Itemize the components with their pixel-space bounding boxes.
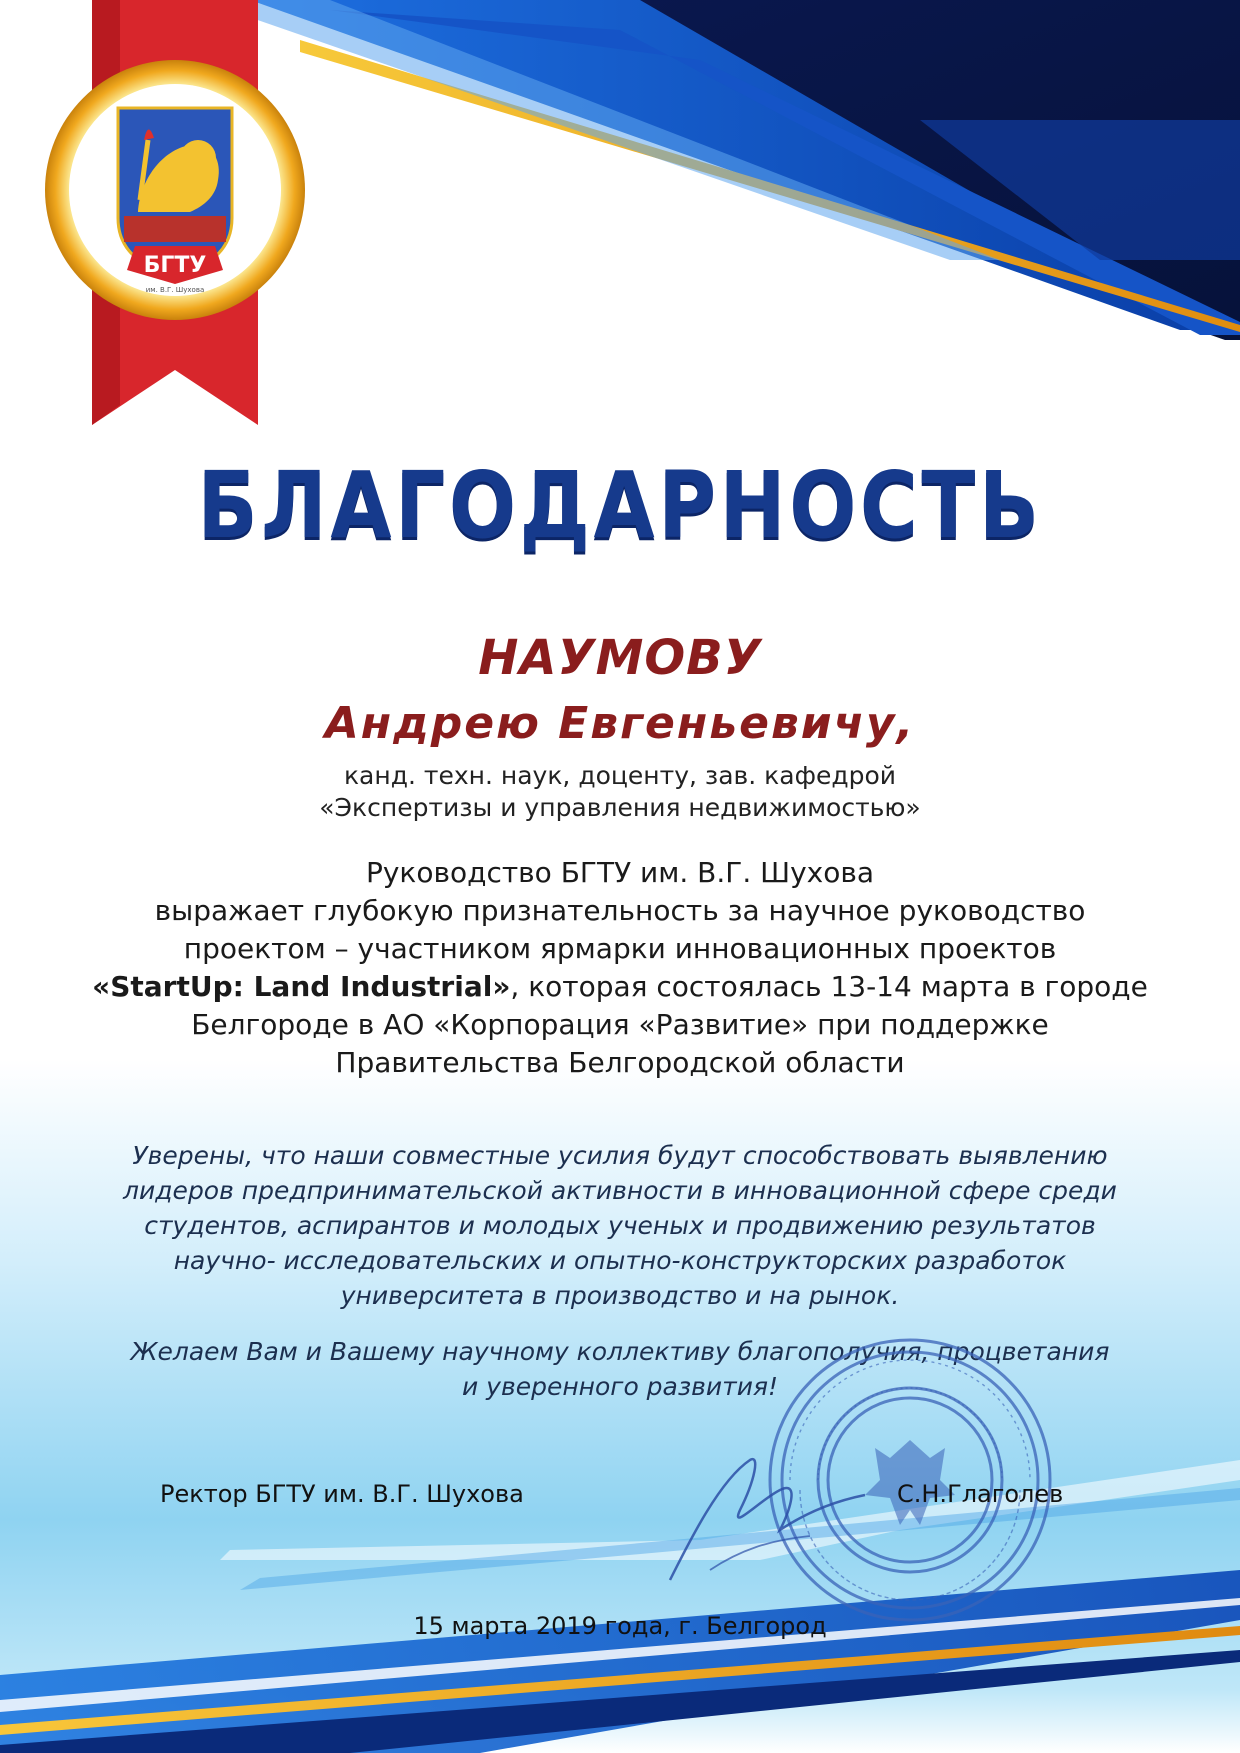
body-line: проектом – участником ярмарки инновационных проектов — [183, 932, 1057, 965]
body-line-rest: , которая состоялась 13-14 марта в городе — [510, 970, 1148, 1003]
date-place: 15 марта 2019 года, г. Белгород — [413, 1612, 827, 1640]
wish-line: и уверенного развития! — [461, 1372, 779, 1401]
university-seal-emblem — [40, 0, 360, 440]
wish-line: научно- исследовательских и опытно-конструкторских разработок — [173, 1246, 1067, 1275]
position-line: «Экспертизы и управления недвижимостью» — [319, 793, 921, 822]
rector-signature-icon — [640, 1440, 880, 1600]
wish-line: университета в производство и на рынок. — [340, 1281, 900, 1310]
signer-title: Ректор БГТУ им. В.Г. Шухова — [160, 1480, 524, 1508]
body-line — [60, 968, 1180, 1006]
body-line: Белгороде в АО «Корпорация «Развитие» при поддержке — [191, 1008, 1049, 1041]
body-line: выражает глубокую признательность за научное руководство — [154, 894, 1086, 927]
gratitude-body — [60, 854, 1180, 1082]
project-name: «StartUp: Land Industrial» — [92, 970, 511, 1003]
wish-line: Желаем Вам и Вашему научному коллективу благополучия, процветания — [130, 1337, 1110, 1366]
recipient-surname: НАУМОВУ — [478, 630, 762, 686]
position-line: канд. техн. наук, доценту, зав. кафедрой — [343, 761, 897, 790]
document-title: БЛАГОДАРНОСТЬ — [197, 452, 1043, 559]
wish-line: студентов, аспирантов и молодых ученых и продвижению результатов — [144, 1211, 1096, 1240]
body-line: Руководство БГТУ им. В.Г. Шухова — [365, 856, 875, 889]
recipient-name: Андрею Евгеньевичу, — [324, 698, 916, 749]
seal-motto-text: им. В.Г. Шухова — [145, 286, 205, 294]
signer-name: С.Н.Глаголев — [897, 1480, 1064, 1508]
wish-line: Уверены, что наши совместные усилия будут способствовать выявлению — [132, 1141, 1108, 1170]
body-line: Правительства Белгородской области — [335, 1046, 905, 1079]
recipient-position — [0, 760, 1240, 824]
seal-ribbon-text: БГТУ — [143, 253, 207, 278]
wish-line: лидеров предпринимательской активности в инновационной сфере среди — [123, 1176, 1117, 1205]
wish-paragraph-1 — [80, 1138, 1160, 1313]
